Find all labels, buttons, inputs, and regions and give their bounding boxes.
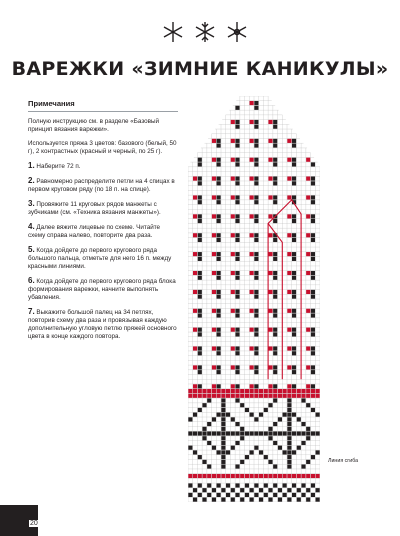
notes-heading: Примечания <box>28 100 178 112</box>
step-number: 2. <box>28 176 35 185</box>
snowflake-icon <box>164 22 182 42</box>
fold-line-label: Линия сгиба <box>328 458 359 464</box>
snowflake-ornament <box>160 20 250 44</box>
step-5 <box>28 246 178 271</box>
knitting-chart <box>188 96 320 502</box>
step-text: Наберите 72 п. <box>36 163 81 170</box>
step-text: Когда дойдете до первого кругового ряда большого пальца, отметьте для него 16 п. между красными линиями. <box>28 247 172 270</box>
step-7 <box>28 308 178 341</box>
step-number: 4. <box>28 222 35 231</box>
notes-paragraph: Используется пряжа 3 цветов: базового (белый, 50 г), 2 контрастных (красный и черный, по 25 г). <box>28 140 177 155</box>
step-2 <box>28 177 178 194</box>
step-3 <box>28 200 178 217</box>
notes-paragraph: Полную инструкцию см. в разделе «Базовый принцип вязания варежки». <box>28 118 160 133</box>
snowflake-icon <box>196 22 214 42</box>
step-number: 1. <box>28 161 35 170</box>
step-text: Равномерно распределите петли на 4 спицах в первом круговом ряду (по 18 п. на спице). <box>28 178 175 193</box>
step-number: 3. <box>28 199 35 208</box>
step-number: 7. <box>28 307 35 316</box>
step-text: Когда дойдете до первого кругового ряда блока формирования варежки, начните выполнять убавления. <box>28 278 176 301</box>
step-text: Провяжите 11 круговых рядов манжеты с зубчиками (см. «Техника вязания манжеты»). <box>28 201 161 216</box>
step-4 <box>28 223 178 240</box>
step-number: 6. <box>28 276 35 285</box>
step-number: 5. <box>28 245 35 254</box>
step-text: Выкажите большой палец на 34 петлях, повторив схему два раза и провязывая каждую дополнительную угловую петлю пряжей основного цвета в конце каждого повтора. <box>28 309 177 340</box>
step-1 <box>28 162 178 171</box>
page-number: 20 <box>30 520 38 527</box>
step-text: Далее вяжите лицевые по схеме. Читайте схему справа налево, повторите два раза. <box>28 224 161 239</box>
notes-panel <box>28 100 178 347</box>
step-6 <box>28 277 178 302</box>
page-title: ВАРЕЖКИ «ЗИМНИЕ КАНИКУЛЫ» <box>11 58 389 80</box>
snowflake-icon <box>228 22 246 42</box>
